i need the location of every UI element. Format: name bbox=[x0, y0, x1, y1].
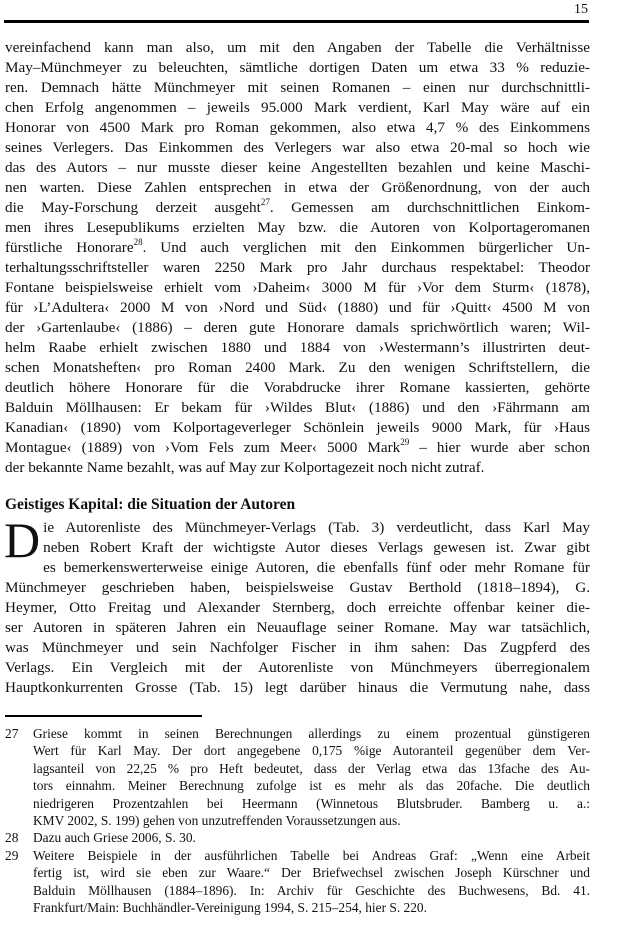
text-line: für ›L’Adultera‹ 2000 M von ›Nord und Süd‹ (1880) und für ›Quitt‹ 4500 M von bbox=[5, 299, 590, 316]
text-line: es bemerkenswerterweise einige Autoren, die ebenfalls fünf oder mehr Romane für bbox=[43, 559, 590, 576]
footnote-text bbox=[33, 829, 590, 846]
text-line: Kanadian‹ (1890) vom Kolportageverleger Schönlein jeweils 9000 Mark, für ›Haus bbox=[5, 419, 590, 436]
text-line: KMV 2002, S. 199) gehen von unzutreffenden Voraussetzungen aus. bbox=[33, 813, 401, 829]
footnote-number: 27 bbox=[5, 726, 19, 741]
text-line: Hauptkonkurrenten Grosse (Tab. 15) legt darüber hinaus die Vermutung nahe, dass bbox=[5, 679, 590, 696]
text-line: ie Autorenliste des Münchmeyer-Verlags (Tab. 3) verdeutlicht, dass Karl May bbox=[43, 519, 590, 536]
text-line: der ›Gartenlaube‹ (1886) – deren gute Honorare damals sprichwörtlich waren; Wil- bbox=[5, 319, 590, 336]
text-line: der bekannte Name bezahlt, was auf May zur Kolportagezeit noch nicht zutraf. bbox=[5, 459, 485, 476]
text-line: Balduin Möllhausen (1884–1896). In: Archiv für Geschichte des Buchwesens, Bd. 41. bbox=[33, 882, 590, 898]
text-line: Frankfurt/Main: Buchhändler-Vereinigung 1994, S. 215–254, hier S. 220. bbox=[33, 900, 427, 916]
text-line: das des Autors – nur musste dieser keine Angestellten bezahlen und keine Maschi- bbox=[5, 159, 590, 176]
text-line: tors einnahm. Meiner Berechnung zufolge ist es mehr als das 20fache. Die deutlich bbox=[33, 778, 590, 794]
section-paragraph bbox=[4, 512, 590, 698]
text-line: Fontane beispielsweise erhielt vom ›Daheim‹ 3000 M für ›Vor dem Sturm‹ (1878), bbox=[5, 279, 590, 296]
text-line: Dazu auch Griese 2006, S. 30. bbox=[33, 830, 196, 846]
text-line: seines Verlegers. Das Einkommen des Verlegers war also etwa 20-mal so hoch wie bbox=[5, 139, 590, 156]
text-segment: . Gemessen am durchschnittlichen Einkom- bbox=[269, 199, 590, 216]
text-line: Balduin Möllhausen: Er bekam für ›Wildes Blut‹ (1886) und den ›Fährmann am bbox=[5, 399, 590, 416]
text-line: terhaltungsschriftsteller waren 2250 Mark pro Jahr durchaus respektabel: Theodor bbox=[5, 259, 590, 276]
text-line: schen Monatsheften‹ pro Roman 2400 Mark. Zu den wenigen Schriftstellern, die bbox=[5, 359, 590, 376]
text-segment: fürstliche Honorare bbox=[5, 239, 134, 256]
text-line: niedrigeren Prozentzahlen bei Heermann (Winnetous Blutsbruder. Bamberg u. a.: bbox=[33, 795, 590, 811]
text-segment: – hier wurde aber schon bbox=[409, 439, 590, 456]
text-segment: die May-Forschung derzeit ausgeht bbox=[5, 199, 261, 216]
section-heading: Geistiges Kapital: die Situation der Autoren bbox=[5, 496, 296, 513]
footnote-text bbox=[33, 725, 590, 829]
text-line: Wert für Karl May. Der dort angegebene 0,175 %ige Autoranteil gegenüber dem Ver- bbox=[33, 743, 590, 759]
text-line: Heymer, Otto Freitag und Alexander Sternberg, doch erreichte offenbar keiner die- bbox=[5, 599, 590, 616]
text-line: helm Raabe erhielt zwischen 1880 und 1884 von ›Westermann’s illustrirten deut- bbox=[5, 339, 590, 356]
text-line: ren. Demnach hätte Münchmeyer mit seinen Romanen – einen nur durchschnittli- bbox=[5, 79, 590, 96]
footnote-28 bbox=[5, 829, 590, 846]
text-line: Griese kommt in seinen Berechnungen allerdings zu einem prozentual günstigeren bbox=[33, 726, 590, 741]
footnote-number: 28 bbox=[5, 830, 19, 846]
text-line: was Münchmeyer und sein Nachfolger Fischer in ihm sahen: Das Zugpferd des bbox=[5, 639, 590, 656]
text-line: fertig ist, wird sie eben zur Waare.“ Der Briefwechsel zwischen Joseph Kürschner und bbox=[33, 865, 590, 881]
drop-cap: D bbox=[4, 512, 41, 568]
header-rule bbox=[4, 20, 589, 23]
text-line: Verlags. Ein Vergleich mit der Autorenliste von Münchmeyers überregionalem bbox=[5, 659, 590, 676]
footnote-27 bbox=[5, 725, 590, 829]
footnotes bbox=[5, 725, 590, 916]
text-line bbox=[5, 198, 590, 218]
main-paragraph bbox=[5, 38, 590, 478]
text-segment: . Und auch verglichen mit den Einkommen bürgerlicher Un- bbox=[142, 239, 590, 256]
text-line: ser Autoren in späteren Jahren ein Neuauflage seiner Romane. May war tatsächlich, bbox=[5, 619, 590, 636]
text-line: chen Erfolg angenommen – jeweils 95.000 Mark verdient, Karl May wäre auf ein bbox=[5, 99, 590, 116]
page-number: 15 bbox=[574, 2, 588, 17]
footnote-ref-28[interactable]: 28 bbox=[133, 236, 143, 247]
footnote-rule bbox=[5, 715, 202, 717]
footnote-ref-27[interactable]: 27 bbox=[260, 196, 270, 207]
text-line: nen warten. Diese Zahlen entsprechen in etwa der Größenordnung, von der auch bbox=[5, 179, 590, 196]
text-line bbox=[5, 438, 590, 458]
text-line: vereinfachend kann man also, um mit den Angaben der Tabelle die Verhältnisse bbox=[5, 39, 590, 56]
text-line: Münchmeyer geschrieben haben, beispielsweise Gustav Berthold (1818–1894), G. bbox=[5, 579, 590, 596]
text-line bbox=[5, 238, 590, 258]
text-line: deutlich höhere Honorare für die Vorabdrucke ihrer Romane kassierten, gehörte bbox=[5, 379, 590, 396]
text-segment: Montague‹ (1889) von ›Vom Fels zum Meer‹ 5000 Mark bbox=[5, 439, 401, 456]
text-line: men ihres Lesepublikums erzielten May bzw. die Autoren von Kolportageromanen bbox=[5, 219, 590, 236]
text-line: May–Münchmeyer zu beleuchten, sämtliche dortigen Daten um etwa 33 % reduzie- bbox=[5, 59, 590, 76]
footnote-text bbox=[33, 847, 590, 917]
text-line: Honorar von 4500 Mark pro Roman gekommen, also etwa 4,7 % des Einkommens bbox=[5, 119, 590, 136]
text-line: neben Robert Kraft der wichtigste Autor dieses Verlags gewesen ist. Zwar gibt bbox=[43, 539, 590, 556]
text-line: lagsanteil von 22,25 % pro Heft bedeutet, dass der Verlag etwa das 13fache des Au- bbox=[33, 760, 590, 776]
text-line: Weitere Beispiele in der ausführlichen Tabelle bei Andreas Graf: „Wenn eine Arbeit bbox=[33, 847, 590, 863]
footnote-29 bbox=[5, 847, 590, 917]
footnote-number: 29 bbox=[5, 847, 19, 863]
footnote-ref-29[interactable]: 29 bbox=[400, 436, 410, 447]
